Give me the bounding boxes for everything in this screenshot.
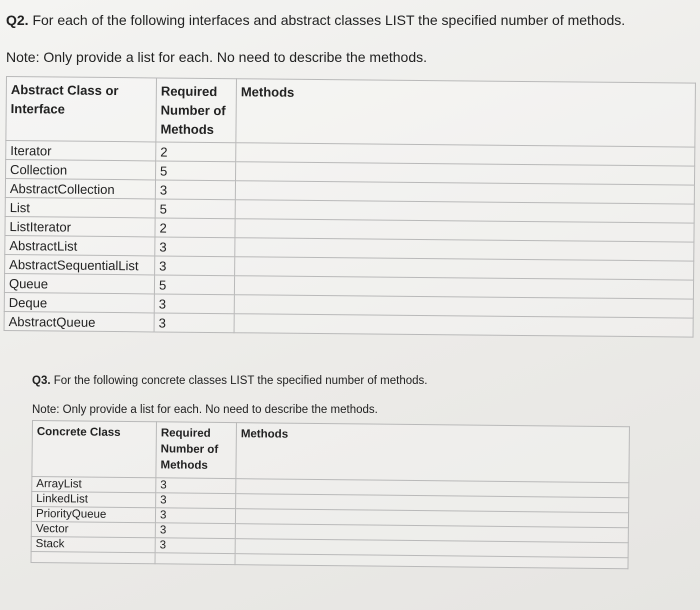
q3-table (31, 420, 630, 569)
count-cell: 3 (154, 294, 234, 314)
empty-cell (31, 551, 155, 563)
class-name-cell: Deque (4, 292, 154, 312)
count-cell: 2 (156, 142, 236, 162)
class-name-cell: AbstractSequentialList (5, 254, 155, 274)
q2-header-required-line1: Required (160, 83, 218, 100)
q2-question (6, 12, 625, 28)
q2-header-class (6, 77, 157, 142)
class-name-cell: Iterator (6, 141, 156, 161)
q3-header-required-line3: Methods (160, 459, 208, 472)
q3-number: Q3. (32, 375, 51, 387)
class-name-cell: Stack (31, 536, 155, 552)
q2-header-required (156, 78, 237, 143)
count-cell: 3 (155, 256, 235, 276)
q3-header-required (156, 422, 237, 479)
count-cell: 3 (155, 523, 235, 539)
q2-header-class-line1: Abstract Class or (10, 82, 119, 99)
count-cell: 2 (155, 218, 235, 238)
q3-question (32, 375, 427, 387)
empty-cell (155, 553, 235, 565)
count-cell: 3 (156, 478, 236, 494)
q2-header-row (6, 77, 696, 148)
class-name-cell: Collection (6, 160, 156, 180)
q3-header-required-line1: Required (160, 427, 211, 440)
count-cell: 3 (154, 313, 234, 333)
q2-header-class-line2: Interface (10, 101, 65, 117)
class-name-cell: Vector (31, 521, 155, 537)
count-cell: 3 (155, 237, 235, 257)
class-name-cell: PriorityQueue (31, 507, 155, 523)
class-name-cell: LinkedList (32, 492, 156, 508)
count-cell: 3 (155, 180, 235, 200)
count-cell: 5 (155, 199, 235, 219)
class-name-cell: AbstractList (5, 235, 155, 255)
class-name-cell: ArrayList (32, 477, 156, 493)
q2-table (4, 76, 696, 338)
methods-cell[interactable] (234, 314, 693, 337)
q3-header-methods: Methods (236, 423, 630, 483)
q2-header-required-line3: Methods (160, 121, 215, 137)
class-name-cell: AbstractQueue (4, 311, 154, 331)
q2-number: Q2. (6, 12, 29, 28)
q3-note: Note: Only provide a list for each. No need to describe the methods. (32, 404, 378, 416)
q2-header-methods: Methods (236, 79, 696, 147)
count-cell: 3 (156, 493, 236, 509)
class-name-cell: AbstractCollection (5, 179, 155, 199)
q3-header-class: Concrete Class (32, 421, 157, 478)
class-name-cell: Queue (4, 273, 154, 293)
q2-note: Note: Only provide a list for each. No need to describe the methods. (6, 49, 428, 65)
count-cell: 5 (156, 161, 236, 181)
class-name-cell: List (5, 197, 155, 217)
q2-header-required-line2: Number of (160, 102, 226, 119)
class-name-cell: ListIterator (5, 216, 155, 236)
count-cell: 3 (155, 508, 235, 524)
q3-header-row (32, 421, 630, 483)
count-cell: 3 (155, 538, 235, 554)
q2-title: For each of the following interfaces and abstract classes LIST the specified number of methods. (32, 12, 626, 28)
q3-title: For the following concrete classes LIST the specified number of methods. (53, 375, 428, 387)
count-cell: 5 (154, 275, 234, 295)
q3-header-required-line2: Number of (160, 443, 219, 456)
